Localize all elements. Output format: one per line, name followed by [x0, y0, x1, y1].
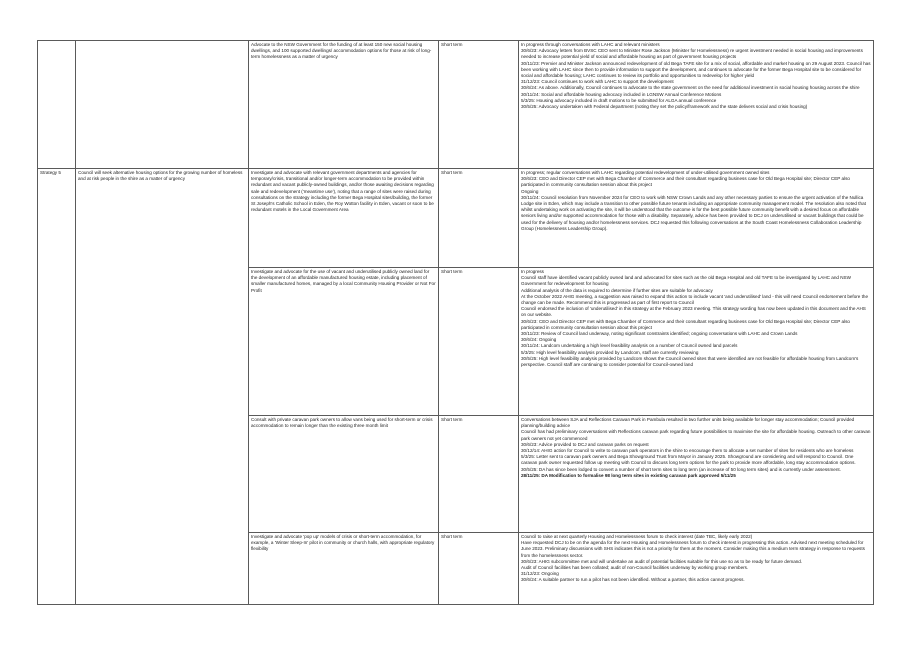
progress-line: 30/6/24: As above. Additionally, Council continues to advocate to the state government on the need for additional investment in social housing housing across the shire — [521, 85, 860, 91]
progress-line: 30/11/24: Landcom undertaking a high level feasibility analysis on a number of Council owned land parcels — [521, 343, 738, 349]
timeframe-cell: Short term — [439, 169, 519, 268]
progress-line: 30/11/24: Social and affordable housing advocacy included in LGNSW Annual Conference Motions — [521, 91, 722, 97]
strategy-table — [37, 40, 874, 605]
action-cell: Investigate and advocate 'pop up' models of crisis or short-term accommodation, for example, a 'Winter Sleep-In' pilot in community or church halls, with appropriate regulatory flexibility — [249, 533, 439, 605]
action-cell: Investigate and advocate for the use of vacant and underutilised publicly owned land for the development of an affordable manufactured housing estate, including placement of smaller manufactured homes, managed by a local Community Housing Provider or Not For Profit — [249, 268, 439, 416]
progress-line: At the October 2022 AHIG meeting, a suggestion was raised to expand this action to include vacant 'and underutilised' land - this will need Council endorsement before the change can be made. Recommend this is progressed as part of first report to Council — [521, 293, 869, 306]
progress-line: Council to raise at next quarterly Housing and Homelessness forum to check interest (date TBC, likely early 2022) — [521, 534, 753, 539]
progress-cell — [519, 268, 874, 416]
progress-line: In progress — [521, 269, 544, 274]
progress-line: 30/5/25: DA has since been lodged to convert a number of short term sites to long term (an increase of 50 long term sites) and is currently under assessment. — [521, 466, 841, 472]
strategy-cell: Strategy 5 — [38, 169, 76, 268]
progress-line: Conversations between SJA and Reflections Caravan Park in Pambula resulted in two further units being available for longer stay accommodation; Council provided planning/building advice — [521, 417, 855, 429]
progress-line: 30/6/23: CEO and Director CEP met with Bega Chamber of Commerce and their consultant regarding business case for Old Bega Hospital site; Director CEP also participated in community consultation session about this project — [521, 176, 850, 188]
progress-line: 30/12/14: AHIG action for Council to write to caravan park operators in the shire to encourage them to allocate a set number of sites for residents who are homeless — [521, 448, 854, 454]
progress-line: 30/11/23: Review of Council land underway, noting significant constraints identified; ongoing conversations with LAHC and Crown Lands — [521, 331, 798, 337]
action-cell: Consult with private caravan park owners to allow vans being used for short-term or crisis accommodation to remain longer than the existing three month limit — [249, 416, 439, 533]
progress-cell — [519, 416, 874, 533]
strategy-cell — [38, 41, 76, 169]
strategy-description-cell — [76, 533, 249, 605]
progress-line: Audit of Council facilities has been collated; audit of non-Council facilities underway by working group members. — [521, 565, 749, 571]
progress-line: In progress through conversations with LAHC and relevant ministers — [521, 42, 660, 47]
progress-line: Ongoing — [521, 188, 539, 194]
progress-line: 5/3/25: Letter sent to caravan park owners and Bega Showground Trust from Mayor in January 2025. Showground are considering and will respond to Council. One caravan park owner requested follow up meeting with Council to discuss long term options for the park to provide more affordable, long stay accommodation options. — [521, 454, 856, 466]
progress-cell — [519, 169, 874, 268]
progress-line: In progress; regular conversations with LAHC regarding potential redevelopment of under-utilised government owned sites — [521, 170, 770, 175]
table-row — [38, 533, 874, 605]
strategy-cell — [38, 533, 76, 605]
action-cell: Investigate and advocate with relevant government departments and agencies for temporary/crisis, transitional and/or longer-term accommodation to be provided within redundant and vacant publicly-owned buildings, and/or those awaiting decisions regarding sale and redevelopment ('meantime use'), noting that a range of sites were raised during consultations on the strategy including the former Bega Hospital sites/building, the former St Joseph's Catholic School in Eden, the Roy Wotton facility in Eden, vacant or soon to be redundant motels in the Local Government Area — [249, 169, 439, 268]
progress-cell — [519, 41, 874, 169]
table-row — [38, 268, 874, 416]
progress-line: 30/6/23: CEO and Director CEP met with Bega Chamber of Commerce and their consultant regarding business case for Old Bega Hospital site; Director CEP also participated in community consultation session about this project — [521, 318, 850, 330]
progress-line: Council staff have identified vacant publicly owned land and advocated for sites such as the old Bega Hospital and old TAFE to be investigated by LAHC and NSW Government for redevelopment for housing — [521, 275, 851, 287]
table-row — [38, 41, 874, 169]
strategy-cell — [38, 268, 76, 416]
progress-line: Council has had preliminary conversations with Reflections caravan park regarding future possibilities to maximise the site for affordable housing. Outreach to other caravan park owners not yet commenced — [521, 429, 871, 441]
progress-line: 5/3/25: High level feasibility analysis provided by Landcom, staff are currently reviewing — [521, 349, 699, 355]
table-row — [38, 169, 874, 268]
progress-line: Council endorsed the inclusion of 'underutilised' in this strategy at the February 2023 meeting. This strategy wording has now been updated in this document and the AHS on our website. — [521, 306, 866, 318]
progress-line: 30/5/25: Advocacy undertaken with Federal department (noting they set the policy/framework and the state delivers social and crisis housing) — [521, 104, 808, 110]
progress-line: 30/6/24: Ongoing — [521, 337, 557, 343]
progress-line: 30/6/24: A suitable partner to run a pilot has not been identified. Without a partner, this action cannot progress. — [521, 577, 745, 583]
action-cell: Advocate to the NSW Government for the funding of at least 150 new social housing dwellings, and 100 supported dwellings/ accommodation options for those at risk of long-term homelessness as a matter of urgency — [249, 41, 439, 169]
progress-cell — [519, 533, 874, 605]
timeframe-cell: Short term — [439, 268, 519, 416]
strategy-description-cell — [76, 41, 249, 169]
progress-line: Additional analysis of the data is required to determine if further sites are suitable for advocacy — [521, 287, 713, 293]
progress-line: 30/6/23: Advocacy letters from BVSC CEO sent to Minister Rose Jackson (Minister for Homelessness) re urgent investment needed in social housing and improvements needed to increase potential yield of social and affordable housing as part of government housing projects — [521, 48, 863, 60]
progress-line: 30/5/25: High level feasibility analysis provided by Landcom shows the Council owned sites that were identified are not feasible for affordable housing from Landcom's perspective. Council staff are continuing to consider potential for Council-owned land — [521, 355, 859, 368]
progress-line: 30/6/23: Advice provided to DCJ and caravan parks on request — [521, 441, 649, 447]
progress-line: 5/3/25: Housing advocacy included in draft motions to be submitted for ALGA annual conference — [521, 97, 717, 103]
timeframe-cell: Short term — [439, 533, 519, 605]
table-row — [38, 416, 874, 533]
timeframe-cell: Short term — [439, 416, 519, 533]
approved-update-line: 28/11/25: DA Modification to formalise 98 long term sites in existing caravan park approved 5/11/25 — [521, 472, 736, 478]
strategy-cell — [38, 416, 76, 533]
progress-line: 31/12/23: Council continues to work with LAHC to support the development — [521, 79, 674, 85]
progress-line: 30/6/23: AHIG subcommittee met and will undertake an audit of potential facilities suitable for this use so as to be ready for future demand. — [521, 558, 803, 564]
strategy-description-cell — [76, 416, 249, 533]
strategy-description-cell — [76, 268, 249, 416]
strategy-progress-document — [37, 40, 873, 605]
timeframe-cell: Short term — [439, 41, 519, 169]
progress-line: Have requested DCJ to be on the agenda for the next Housing and Homelessness forum to check interest in progressing this action. Advised next meeting scheduled for June 2023. Preliminary discussions with SHS indicates this is not a priority for them at the moment. Consider making this a medium term strategy in response to requests from the homelessness sector. — [521, 540, 865, 558]
progress-line: 30/11/23: Premier and Minister Jackson announced redevelopment of old Bega TAFE site for a mix of social, affordable and market housing on 29 August 2023. Council has been working with LAHC since then to provide information to support the development, and continues to advocate for the former Bega Hospital site to be considered for social and affordable housing; LAHC continues to review its portfolio and opportunities to redevelop for higher yield — [521, 60, 871, 79]
progress-line: 30/11/24: Council resolution from November 2024 for CEO to work with NSW Crown Lands and any other necessary parties to ensure the urgent activation of the Nullica Lodge site in Eden, which may include a transition to other possible future tenants including an appropriate community management model. The resolution also noted that whilst undertaking work on activating the site, it will be understood that the outcome is for the best possible future community benefit with a desired focus on affordable seniors living and/or supported accommodation for those with a disability. Separately, advice has been provided to DCJ on underutilised or vacant buildings that could be used for the delivery of housing and/or homelessness services. DCJ requested this following conversations at the South Coast Homelessness Collaboration Leadership Group (Homelessness Leadership Group). — [521, 194, 866, 231]
progress-line: 31/12/23: Ongoing — [521, 571, 559, 577]
strategy-description-cell: Council will seek alternative housing options for the growing number of homeless and at risk people in the shire as a matter of urgency — [76, 169, 249, 268]
